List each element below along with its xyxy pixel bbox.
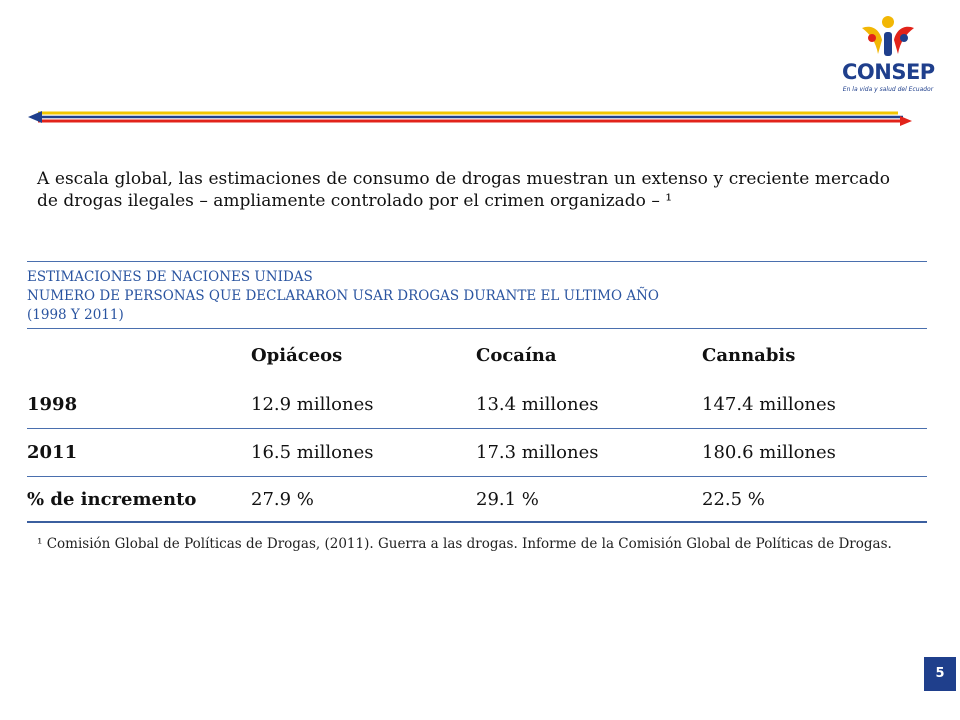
intro-paragraph: A escala global, las estimaciones de consumo de drogas muestran un extenso y creciente mercado de drogas ilegales – ampliamente controlado por el crimen organizado – ¹ bbox=[37, 169, 890, 211]
table-caption bbox=[27, 261, 927, 329]
table-cell: 22.5 % bbox=[702, 488, 765, 510]
table-row bbox=[27, 477, 927, 523]
logo-tagline: En la vida y salud del Ecuador bbox=[842, 86, 934, 93]
table-cell: 29.1 % bbox=[476, 488, 539, 510]
row-label: 2011 bbox=[27, 442, 78, 463]
header-cocaina: Cocaína bbox=[476, 344, 557, 366]
page-number-badge: 5 bbox=[924, 657, 956, 691]
consep-logo bbox=[842, 14, 934, 98]
header-cannabis: Cannabis bbox=[702, 344, 796, 366]
table-cell: 147.4 millones bbox=[702, 394, 836, 415]
table-cell: 13.4 millones bbox=[476, 394, 599, 415]
caption-line: ESTIMACIONES DE NACIONES UNIDAS bbox=[27, 269, 313, 285]
caption-line: (1998 Y 2011) bbox=[27, 307, 124, 323]
consep-emblem-icon bbox=[842, 14, 934, 64]
row-label: 1998 bbox=[27, 394, 78, 415]
table-cell: 12.9 millones bbox=[251, 394, 374, 415]
header-opiaceos: Opiáceos bbox=[251, 344, 343, 366]
table-row bbox=[27, 381, 927, 429]
table-cell: 16.5 millones bbox=[251, 442, 374, 463]
table-cell: 17.3 millones bbox=[476, 442, 599, 463]
table-cell: 27.9 % bbox=[251, 488, 314, 510]
caption-line: NUMERO DE PERSONAS QUE DECLARARON USAR DROGAS DURANTE EL ULTIMO AÑO bbox=[27, 288, 659, 304]
arrow-left-icon bbox=[28, 111, 42, 123]
footnote: ¹ Comisión Global de Políticas de Drogas, (2011). Guerra a las drogas. Informe de la Comisión Global de Políticas de Drogas. bbox=[37, 536, 892, 552]
tricolor-divider bbox=[28, 108, 912, 130]
drug-use-table bbox=[27, 261, 927, 523]
table-cell: 180.6 millones bbox=[702, 442, 836, 463]
table-row bbox=[27, 429, 927, 477]
row-label: % de incremento bbox=[27, 488, 197, 510]
arrow-right-icon bbox=[900, 116, 912, 126]
table-header-row bbox=[27, 329, 927, 381]
logo-wordmark: CONSEP bbox=[842, 60, 935, 84]
